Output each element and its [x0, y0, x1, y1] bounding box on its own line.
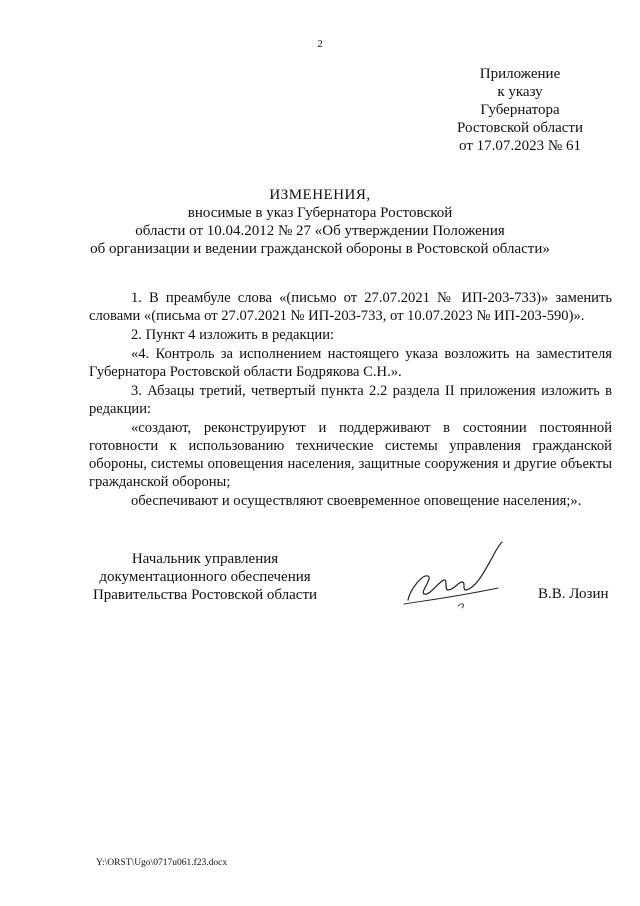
paragraph-quote-create: «создают, реконструируют и поддерживают в состоянии постоянной готовности к использованию технические системы управления гражданской обороны, системы оповещения населения, защитные сооружения и другие объекты гражданской обороны; [89, 420, 612, 490]
title-line: об организации и ведении гражданской обороны в Ростовской области» [90, 241, 550, 257]
signatory-position-line: Правительства Ростовской области [92, 587, 318, 603]
signatory-position [86, 550, 324, 604]
appendix-line: Приложение [479, 66, 561, 82]
appendix-line: к указу [497, 84, 543, 100]
signatory-position-line: Начальник управления [131, 551, 279, 567]
signatory-position-line: документационного обеспечения [99, 569, 311, 585]
appendix-block [440, 65, 600, 155]
paragraph-quote-notify: обеспечивают и осуществляют своевременное оповещение населения;». [131, 493, 582, 509]
paragraph-item-1: 1. В преамбуле слова «(письмо от 27.07.2021 № ИП-203-733)» заменить словами «(письма от 27.07.2021 № ИП-203-733, от 10.07.2023 № ИП-203-590)». [89, 290, 612, 324]
appendix-line: Ростовской области [457, 120, 583, 136]
title-line: вносимые в указ Губернатора Ростовской [187, 205, 453, 221]
document-body [89, 289, 612, 510]
title-line: области от 10.04.2012 № 27 «Об утверждении Положения [135, 223, 505, 239]
handwritten-signature [400, 540, 510, 610]
document-title [60, 186, 580, 258]
appendix-line: Губернатора [480, 102, 560, 118]
page-number: 2 [317, 38, 323, 50]
paragraph-quote-4: «4. Контроль за исполнением настоящего указа возложить на заместителя Губернатора Ростовской области Бодрякова С.Н.». [89, 346, 612, 380]
signatory-name: В.В. Лозин [538, 586, 609, 602]
paragraph-item-2: 2. Пункт 4 изложить в редакции: [131, 327, 335, 343]
appendix-line: от 17.07.2023 № 61 [459, 138, 581, 154]
paragraph-item-3: 3. Абзацы третий, четвертый пункта 2.2 раздела II приложения изложить в редакции: [89, 383, 612, 417]
file-path-footer: Y:\ORST\Ugo\0717u061.f23.docx [96, 858, 228, 868]
title-heading: ИЗМЕНЕНИЯ, [269, 187, 371, 203]
